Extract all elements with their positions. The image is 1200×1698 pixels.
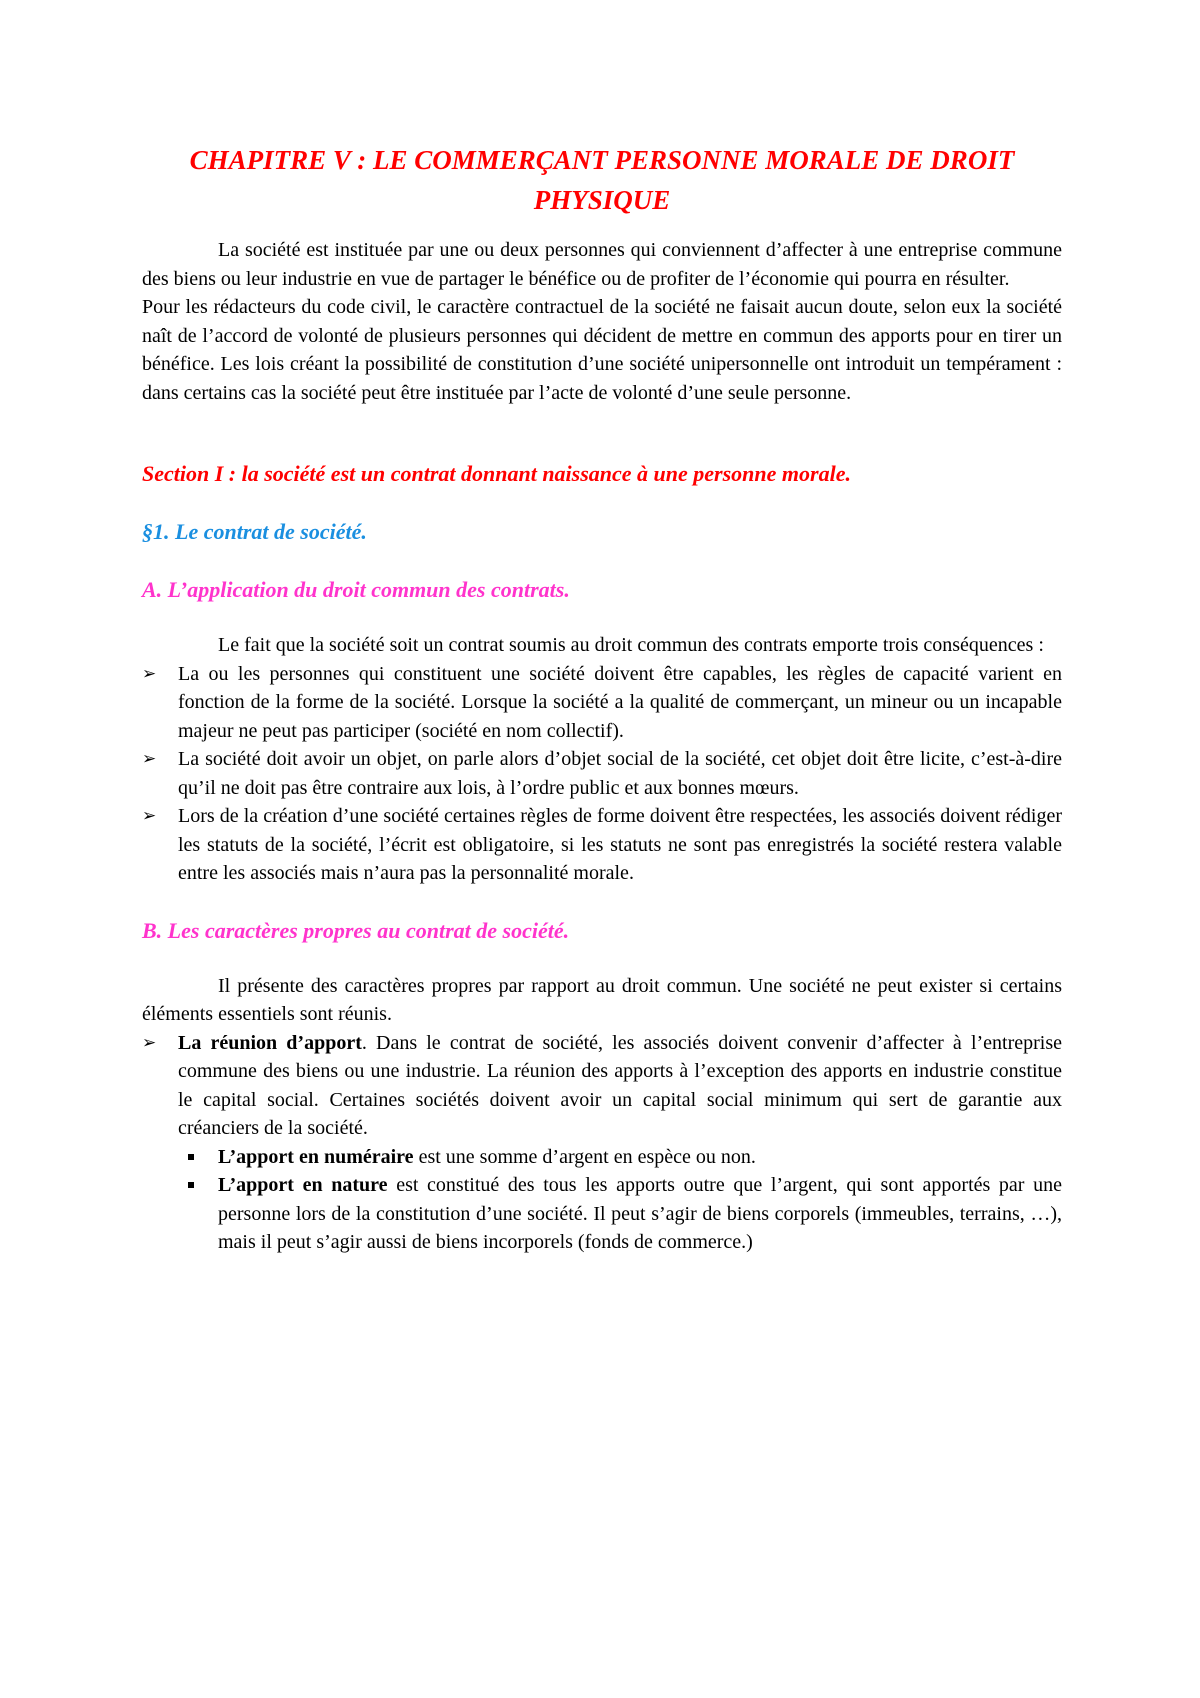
list-item — [142, 802, 1062, 888]
paragraph-heading: §1. Le contrat de société. — [142, 519, 367, 544]
arrow-bullet-icon: ➢ — [142, 806, 157, 826]
arrow-bullet-icon: ➢ — [142, 663, 157, 684]
subheading-b: B. Les caractères propres au contrat de société. — [142, 917, 570, 943]
sub-list-item-text: est constitué des tous les apports outre que l’argent, qui sont apportés par une personne lors de la constitution d’une société. Il peut s’agir de biens corporels (immeubles, terrains, …), mais il peut s’agir aussi de biens incorporels (fonds de commerce.) — [218, 1174, 1062, 1253]
sub-list-item-bold: L’apport en nature — [218, 1174, 388, 1196]
section-title: Section I : la société est un contrat donnant naissance à une personne morale. — [142, 461, 851, 486]
subheading-a: A. L’application du droit commun des contrats. — [142, 577, 570, 602]
list-item-text: Lors de la création d’une société certaines règles de forme doivent être respectées, les associés doivent rédiger les statuts de la société, l’écrit est obligatoire, si les statuts ne sont pas enregistrés la société restera valable entre les associés mais n’aura pas la personnalité morale. — [178, 805, 1062, 884]
list-item-text: . Dans le contrat de société, les associés doivent convenir d’affecter à l’entreprise commune des biens ou une industrie. La réunion des apports à l’exception des apports en industrie constitue le capital social. Certaines sociétés doivent avoir un capital social minimum qui sert de garantie aux créanciers de la société. — [178, 1031, 1063, 1139]
arrow-bullet-icon: ➢ — [142, 749, 157, 769]
subheading-b-intro: Il présente des caractères propres par rapport au droit commun. Une société ne peut exister si certains éléments essentiels sont réunis. — [142, 974, 1062, 1025]
consequences-list — [142, 660, 1062, 888]
list-item-text: La société doit avoir un objet, on parle alors d’objet social de la société, cet objet doit être licite, c’est-à-dire qu’il ne doit pas être contraire aux lois, à l’ordre public et aux bonnes mœurs. — [178, 748, 1062, 799]
sub-list-item — [178, 1171, 1062, 1257]
document-page — [142, 140, 1062, 1257]
square-bullet-icon — [188, 1154, 194, 1160]
chapter-title: CHAPITRE V : LE COMMERÇANT PERSONNE MORALE DE DROIT PHYSIQUE — [189, 145, 1015, 215]
list-item — [142, 1029, 1062, 1257]
elements-list — [142, 1029, 1062, 1257]
list-item-bold: La réunion d’apport — [178, 1031, 362, 1054]
intro-paragraph-2: Pour les rédacteurs du code civil, le caractère contractuel de la société ne faisait aucun doute, selon eux la société naît de l’accord de volonté de plusieurs personnes qui décident de mettre en commun des apports pour en tirer un bénéfice. Les lois créant la possibilité de constitution d’une société unipersonnelle ont introduit un tempérament : dans certains cas la société peut être instituée par l’acte de volonté d’une seule personne. — [142, 296, 1062, 404]
sub-list-item — [178, 1143, 1062, 1172]
list-item-text: La ou les personnes qui constituent une société doivent être capables, les règles de capacité varient en fonction de la forme de la société. Lorsque la société a la qualité de commerçant, un mineur ou un incapable majeur ne peut pas participer (société en nom collectif). — [178, 662, 1062, 742]
sub-list-item-text: est une somme d’argent en espèce ou non. — [413, 1145, 756, 1168]
sub-list-item-bold: L’apport en numéraire — [218, 1145, 414, 1168]
list-item — [142, 745, 1062, 802]
square-bullet-icon — [188, 1182, 194, 1188]
subheading-a-intro: Le fait que la société soit un contrat soumis au droit commun des contrats emporte trois conséquences : — [218, 634, 1044, 656]
list-item — [142, 660, 1062, 746]
apport-types-list — [178, 1143, 1062, 1257]
intro-paragraph-1: La société est instituée par une ou deux personnes qui conviennent d’affecter à une entreprise commune des biens ou leur industrie en vue de partager le bénéfice ou de profiter de l’économie qui pourra en résulter. — [142, 239, 1062, 290]
arrow-bullet-icon: ➢ — [142, 1032, 157, 1053]
